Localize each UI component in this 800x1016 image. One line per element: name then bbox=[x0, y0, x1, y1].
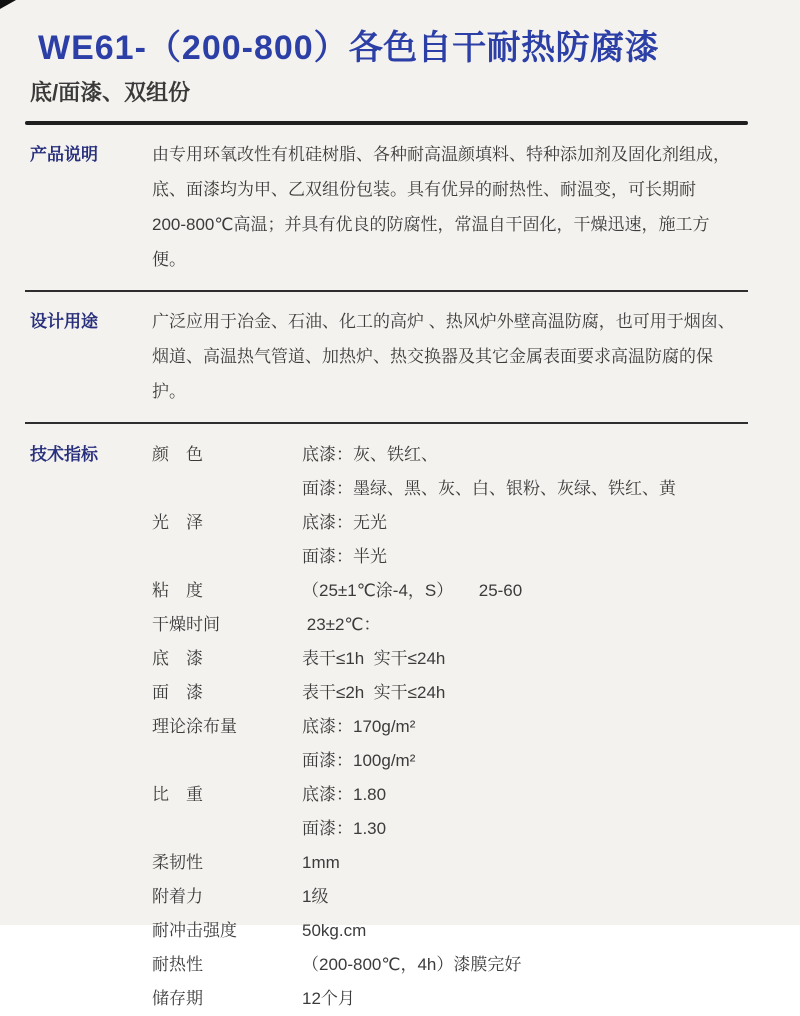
spec-name: 柔韧性 bbox=[152, 853, 203, 872]
product-code: WE61-（200-800） bbox=[38, 29, 349, 67]
spec-row-topcoat-drying bbox=[152, 676, 760, 710]
spec-values bbox=[302, 506, 760, 574]
spec-values bbox=[302, 438, 760, 506]
section-technical-specs bbox=[0, 424, 800, 1016]
product-description-body bbox=[152, 137, 740, 277]
section-label-design-use: 设计用途 bbox=[30, 312, 98, 331]
spec-values bbox=[302, 846, 760, 880]
spec-name: 面 漆 bbox=[152, 683, 203, 702]
spec-value: 底漆：170g/m² bbox=[302, 717, 416, 736]
spec-value: 面漆：墨绿、黑、灰、白、银粉、灰绿、铁红、黄 bbox=[302, 479, 676, 498]
description-line: 200-800℃高温；并具有优良的防腐性，常温自干固化，干燥迅速，施工方便。 bbox=[152, 215, 710, 269]
spec-row-viscosity bbox=[152, 574, 760, 608]
spec-value: 23±2℃： bbox=[302, 615, 381, 634]
spec-name: 储存期 bbox=[152, 989, 203, 1008]
spec-name: 光 泽 bbox=[152, 513, 203, 532]
spec-row-heat-resistance bbox=[152, 948, 760, 982]
section-label-product-description: 产品说明 bbox=[30, 145, 98, 164]
spec-name: 粘 度 bbox=[152, 581, 203, 600]
spec-value: 面漆：半光 bbox=[302, 547, 387, 566]
spec-name: 耐冲击强度 bbox=[152, 921, 237, 940]
spec-value: 底漆：无光 bbox=[302, 513, 387, 532]
product-name: 各色自干耐热防腐漆 bbox=[348, 29, 660, 67]
spec-row-shelf-life bbox=[152, 982, 760, 1016]
spec-row-color bbox=[152, 438, 760, 506]
spec-row-specific-gravity bbox=[152, 778, 760, 846]
spec-values bbox=[302, 948, 760, 982]
spec-value: （200-800℃，4h）漆膜完好 bbox=[302, 955, 522, 974]
spec-values bbox=[302, 574, 760, 608]
spec-values bbox=[302, 608, 760, 642]
spec-value: 底漆：1.80 bbox=[302, 785, 387, 804]
spec-row-primer-drying bbox=[152, 642, 760, 676]
spec-name: 底 漆 bbox=[152, 649, 203, 668]
spec-row-impact-resistance bbox=[152, 914, 760, 948]
spec-value: 表干≤2h 实干≤24h bbox=[302, 683, 446, 702]
spec-values bbox=[302, 642, 760, 676]
design-use-body bbox=[152, 304, 740, 409]
spec-row-flexibility bbox=[152, 846, 760, 880]
spec-row-drying-time bbox=[152, 608, 760, 642]
design-use-line: 广泛应用于冶金、石油、化工的高炉 、热风炉外壁高温防腐，也可用于烟囱、 bbox=[152, 312, 735, 331]
spec-values bbox=[302, 778, 760, 846]
section-product-description bbox=[0, 125, 800, 290]
spec-values bbox=[302, 880, 760, 914]
spec-value: （25±1℃涂-4，S） 25-60 bbox=[302, 581, 523, 600]
spec-value: 1级 bbox=[302, 887, 329, 906]
spec-value: 底漆：灰、铁红、 bbox=[302, 445, 438, 464]
spec-value: 50kg.cm bbox=[302, 921, 367, 940]
section-label-technical-specs: 技术指标 bbox=[30, 445, 98, 464]
spec-value: 12个月 bbox=[302, 989, 355, 1008]
header bbox=[0, 0, 800, 108]
spec-value: 面漆：100g/m² bbox=[302, 751, 416, 770]
specs-table bbox=[152, 438, 760, 1016]
spec-values bbox=[302, 710, 760, 778]
spec-row-adhesion bbox=[152, 880, 760, 914]
section-design-use bbox=[0, 292, 800, 422]
spec-name: 干燥时间 bbox=[152, 615, 220, 634]
page-title bbox=[30, 26, 750, 70]
spec-name: 颜 色 bbox=[152, 445, 203, 464]
spec-values bbox=[302, 676, 760, 710]
description-line: 底、面漆均为甲、乙双组份包装。具有优异的耐热性、耐温变，可长期耐 bbox=[152, 180, 696, 199]
design-use-line: 烟道、高温热气管道、加热炉、热交换器及其它金属表面要求高温防腐的保护。 bbox=[152, 347, 713, 401]
description-line: 由专用环氧改性有机硅树脂、各种耐高温颜填料、特种添加剂及固化剂组成， bbox=[152, 145, 730, 164]
spec-row-gloss bbox=[152, 506, 760, 574]
spec-value: 面漆：1.30 bbox=[302, 819, 387, 838]
spec-values bbox=[302, 982, 760, 1016]
spec-values bbox=[302, 914, 760, 948]
page-subtitle: 底/面漆、双组份 bbox=[30, 80, 191, 105]
spec-name: 耐热性 bbox=[152, 955, 203, 974]
spec-value: 1mm bbox=[302, 853, 340, 872]
spec-value: 表干≤1h 实干≤24h bbox=[302, 649, 446, 668]
spec-name: 理论涂布量 bbox=[152, 717, 237, 736]
spec-name: 比 重 bbox=[152, 785, 203, 804]
spec-name: 附着力 bbox=[152, 887, 203, 906]
spec-row-coverage bbox=[152, 710, 760, 778]
